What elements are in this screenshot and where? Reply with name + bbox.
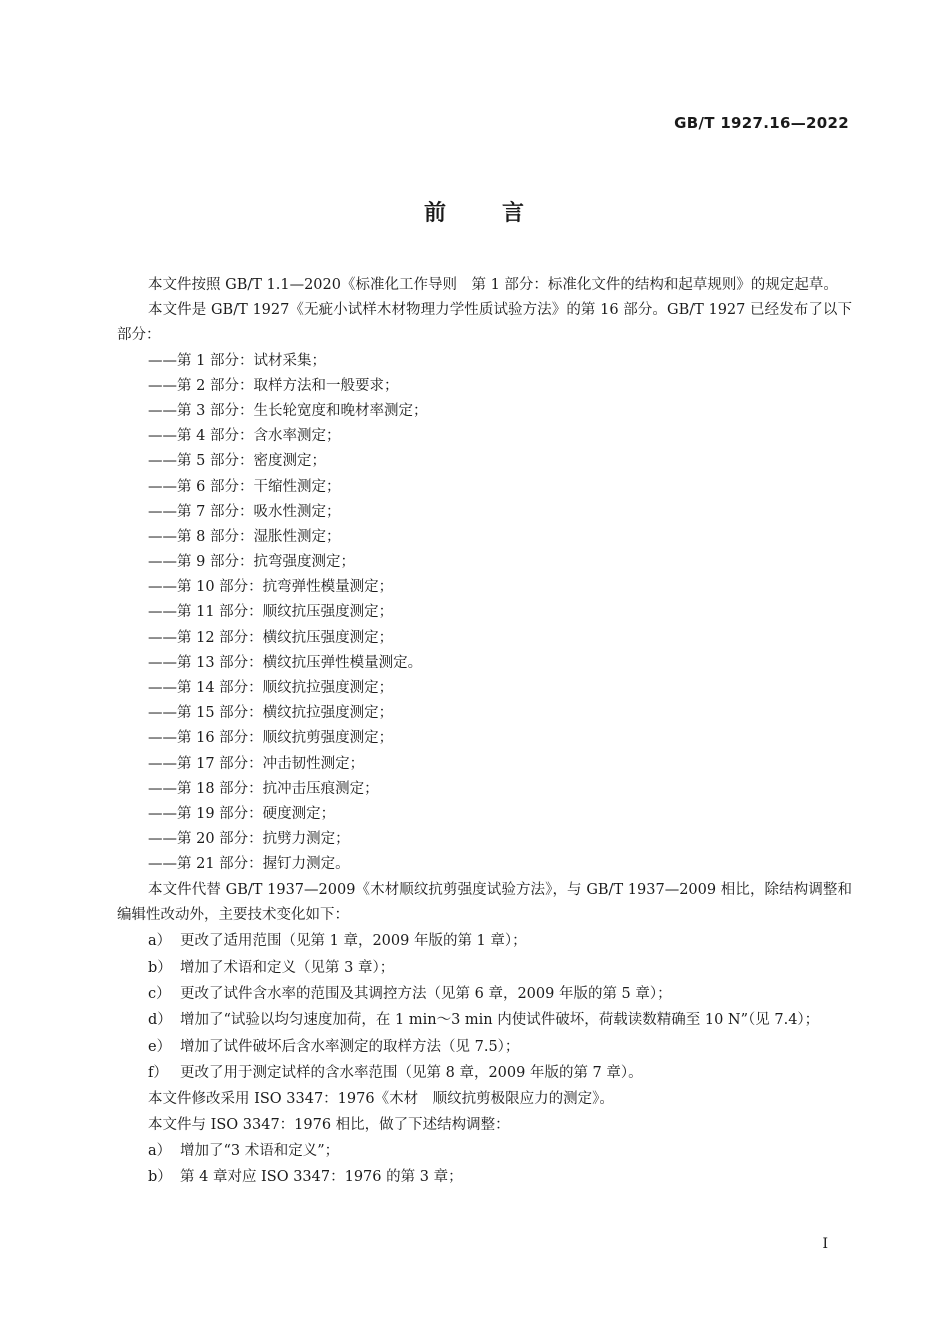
- list-item: [117, 1139, 852, 1164]
- list-marker: d）: [148, 1012, 172, 1029]
- technical-changes-list: [117, 929, 852, 1086]
- list-marker: c）: [148, 985, 171, 1002]
- list-marker: a）: [148, 1143, 172, 1160]
- list-marker: b）: [148, 1169, 172, 1186]
- list-item-text: 增加了术语和定义（见第 3 章）；: [180, 959, 395, 976]
- list-item: ——第 19 部分：硬度测定；: [148, 805, 336, 822]
- intro-paragraph-1: 本文件按照 GB/T 1.1—2020《标准化工作导则 第 1 部分：标准化文件的结构和起草规则》的规定起草。: [148, 277, 838, 293]
- replaces-paragraph: 本文件代替 GB/T 1937—2009《木材顺纹抗剪强度试验方法》，与 GB/T 1937—2009 相比，除结构调整和编辑性改动外，主要技术变化如下：: [117, 881, 852, 923]
- list-item: ——第 16 部分：顺纹抗剪强度测定；: [148, 730, 394, 747]
- list-item: ——第 5 部分：密度测定；: [148, 453, 326, 470]
- list-marker: b）: [148, 959, 172, 976]
- structural-adjustments-list: [117, 1139, 852, 1191]
- iso-adoption-paragraph: 本文件修改采用 ISO 3347：1976《木材 顺纹抗剪极限应力的测定》。: [148, 1091, 614, 1108]
- list-item: ——第 3 部分：生长轮宽度和晚材率测定；: [148, 402, 428, 419]
- list-item: ——第 17 部分：冲击韧性测定；: [148, 755, 365, 772]
- list-item: [117, 982, 852, 1007]
- foreword-body: [117, 273, 852, 1192]
- list-item: [117, 1008, 852, 1033]
- list-item: ——第 12 部分：横纹抗压强度测定；: [148, 629, 394, 646]
- list-item: ——第 15 部分：横纹抗拉强度测定；: [148, 705, 394, 722]
- list-item-text: 增加了试件破坏后含水率测定的取样方法（见 7.5）；: [180, 1038, 520, 1055]
- list-item: ——第 7 部分：吸水性测定；: [148, 503, 341, 520]
- title-char-1: 前: [423, 201, 448, 226]
- list-item-text: 增加了“试验以均匀速度加荷，在 1 min～3 min 内使试件破坏，荷载读数精确至 10 N”（见 7.4）；: [180, 1012, 820, 1029]
- list-item: [117, 1165, 852, 1190]
- list-item: ——第 18 部分：抗冲击压痕测定；: [148, 780, 379, 797]
- list-item: ——第 2 部分：取样方法和一般要求；: [148, 377, 399, 394]
- list-item: [117, 1035, 852, 1060]
- standard-number: GB/T 1927.16—2022: [674, 114, 849, 132]
- list-item-text: 增加了“3 术语和定义”；: [180, 1143, 340, 1160]
- list-item: [117, 929, 852, 954]
- list-item-text: 更改了试件含水率的范围及其调控方法（见第 6 章，2009 年版的第 5 章）；: [180, 985, 672, 1002]
- list-item: ——第 8 部分：湿胀性测定；: [148, 528, 341, 545]
- list-item: ——第 9 部分：抗弯强度测定；: [148, 554, 355, 571]
- list-item: ——第 10 部分：抗弯弹性模量测定；: [148, 579, 394, 596]
- list-item: ——第 6 部分：干缩性测定；: [148, 478, 341, 495]
- list-item-text: 第 4 章对应 ISO 3347：1976 的第 3 章；: [180, 1169, 463, 1186]
- iso-comparison-paragraph: 本文件与 ISO 3347：1976 相比，做了下述结构调整：: [148, 1116, 510, 1133]
- list-item: ——第 13 部分：横纹抗压弹性模量测定。: [148, 654, 423, 671]
- list-item: [117, 956, 852, 981]
- list-marker: e）: [148, 1038, 172, 1055]
- list-item: ——第 4 部分：含水率测定；: [148, 428, 341, 445]
- page-number: I: [822, 1236, 828, 1252]
- list-marker: a）: [148, 933, 172, 950]
- page-title: [0, 196, 950, 227]
- list-marker: f）: [148, 1065, 168, 1082]
- list-item: ——第 14 部分：顺纹抗拉强度测定；: [148, 680, 394, 697]
- list-item: ——第 20 部分：抗劈力测定；: [148, 831, 350, 848]
- list-item: ——第 11 部分：顺纹抗压强度测定；: [148, 604, 394, 621]
- list-item: [117, 1061, 852, 1086]
- title-char-2: 言: [502, 201, 527, 226]
- intro-paragraph-2: 本文件是 GB/T 1927《无疵小试样木材物理力学性质试验方法》的第 16 部分。GB/T 1927 已经发布了以下部分：: [117, 302, 852, 344]
- list-item-text: 更改了适用范围（见第 1 章，2009 年版的第 1 章）；: [180, 933, 527, 950]
- list-item: ——第 1 部分：试材采集；: [148, 352, 326, 369]
- list-item-text: 更改了用于测定试样的含水率范围（见第 8 章，2009 年版的第 7 章）。: [180, 1065, 643, 1082]
- list-item: ——第 21 部分：握钉力测定。: [148, 856, 350, 873]
- parts-list: [117, 349, 852, 878]
